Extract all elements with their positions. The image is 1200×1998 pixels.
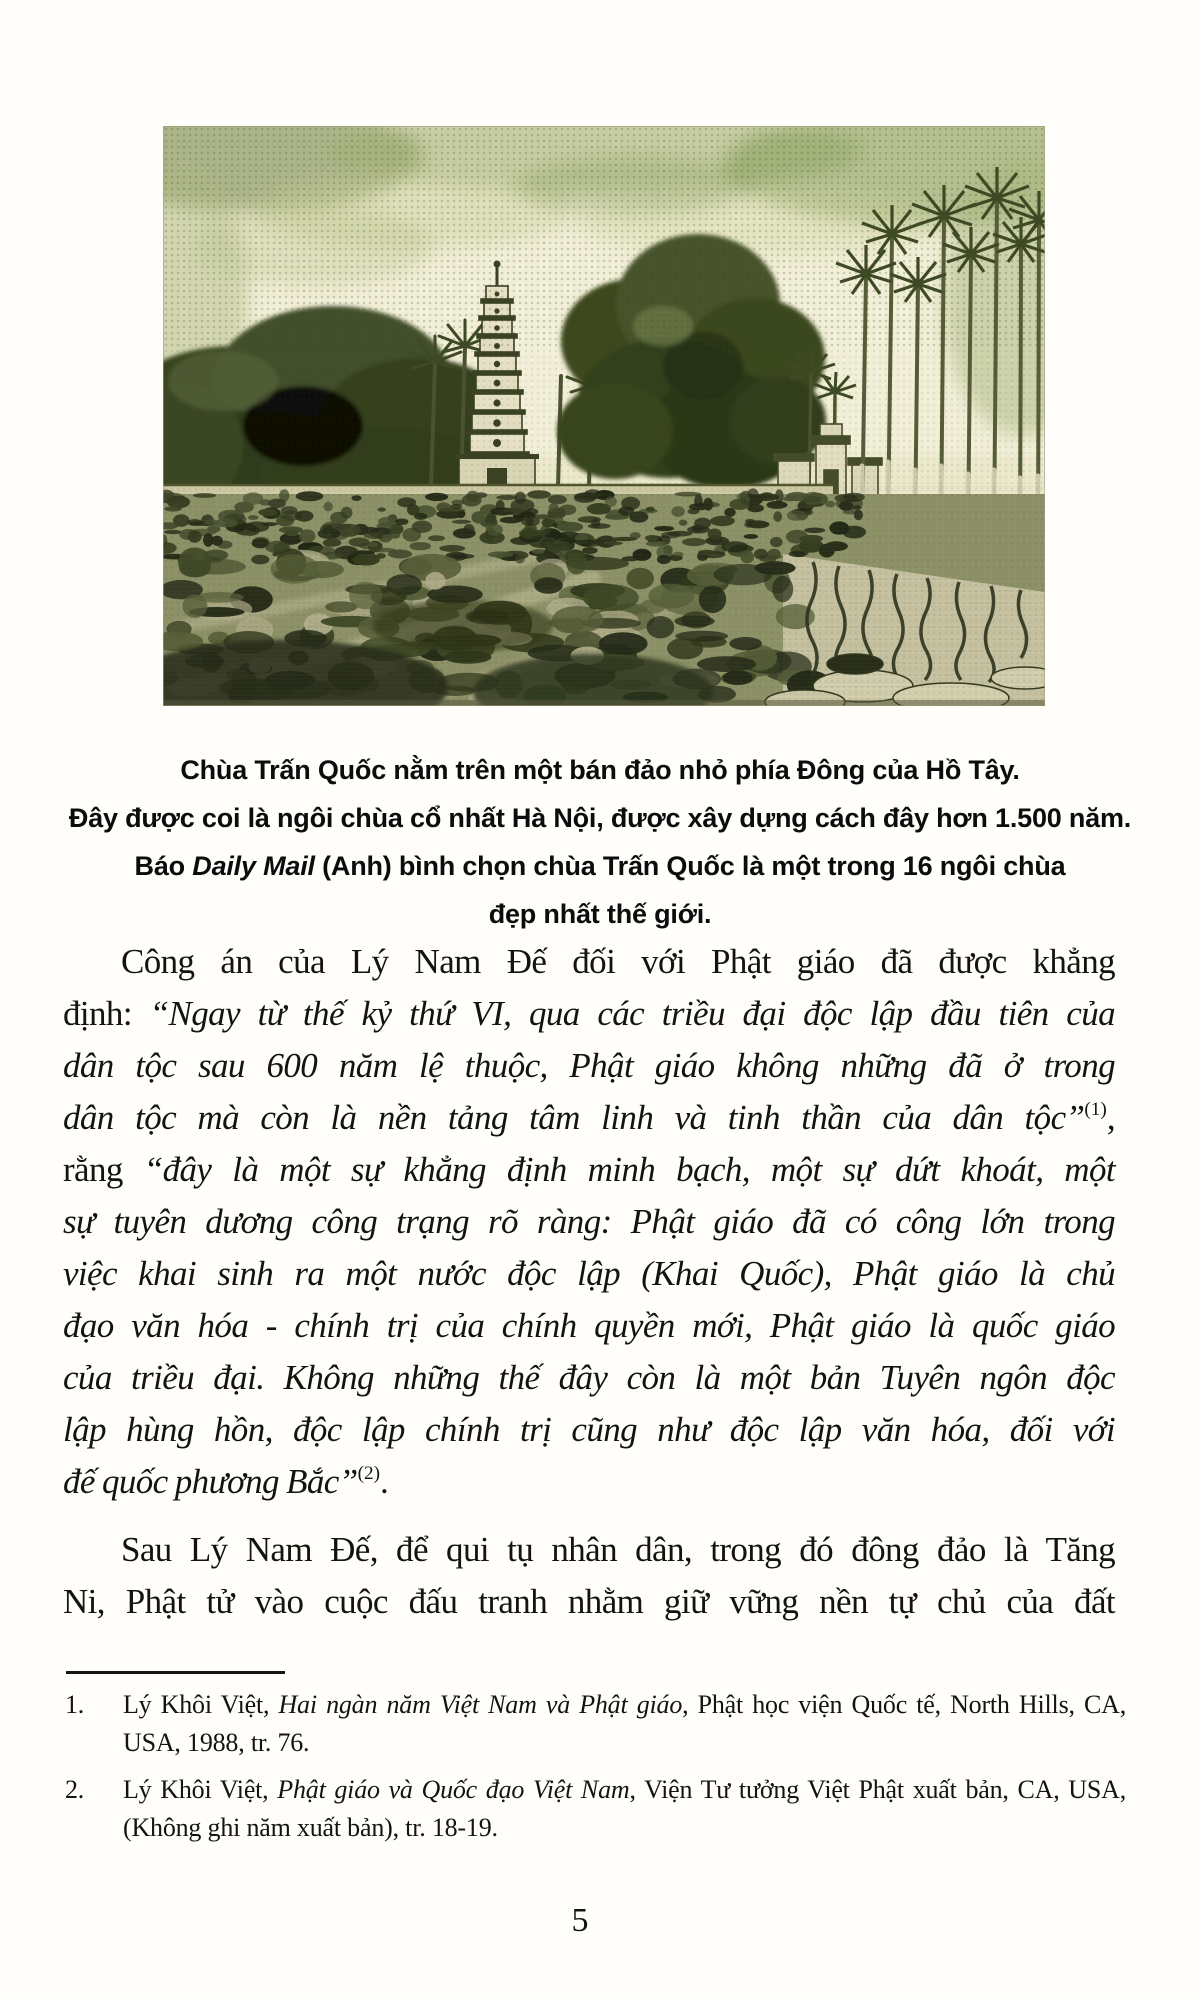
footnote-divider [66, 1671, 285, 1674]
footnote [63, 1771, 1126, 1847]
paragraph [63, 1524, 1115, 1628]
quoted-text: “đây là một sự khẳng định minh bạch, một sự dứt khoát, một [143, 1150, 1115, 1189]
page-number: 5 [571, 1902, 589, 1939]
text-run: Sau Lý Nam Đế, để qui tụ nhân dân, trong đó đông đảo là Tăng [121, 1530, 1115, 1569]
body-line [63, 1300, 1115, 1352]
text-run: rằng [63, 1150, 144, 1189]
footnote-number: 1. [65, 1690, 85, 1719]
body-line [63, 1196, 1115, 1248]
body-text [63, 936, 1115, 1628]
footnotes [63, 1686, 1126, 1856]
text-run: , Viện Tư tưởng Việt Phật xuất bản, CA, USA, (Không ghi năm xuất bản), tr. 18-19. [123, 1775, 1126, 1842]
quoted-text: sự tuyên dương công trạng rõ ràng: Phật giáo đã có công lớn trong [63, 1202, 1115, 1241]
quoted-text: lập hùng hồn, độc lập chính trị cũng như độc lập văn hóa, đối với [63, 1410, 1115, 1449]
caption-line [30, 794, 1170, 842]
text-run: Công án của Lý Nam Đế đối với Phật giáo đã được khẳng [121, 942, 1115, 981]
quoted-text: việc khai sinh ra một nước độc lập (Khai Quốc), Phật giáo là chủ [63, 1254, 1115, 1293]
caption-line [30, 746, 1170, 794]
text-run: định: [63, 994, 150, 1033]
paragraph [63, 936, 1115, 1508]
caption-line [30, 890, 1170, 938]
photo-caption [30, 746, 1170, 938]
body-line [63, 1404, 1115, 1456]
quoted-text: dân tộc sau 600 năm lệ thuộc, Phật giáo không những đã ở trong [63, 1046, 1115, 1085]
text-run: Lý Khôi Việt, [123, 1775, 278, 1804]
quoted-text: đế quốc phương Bắc” [63, 1462, 358, 1501]
footnote-marker: (2) [357, 1463, 381, 1484]
quoted-text: “Ngay từ thế kỷ thứ VI, qua các triều đại độc lập đầu tiên của [149, 994, 1115, 1033]
text-run: Chùa Trấn Quốc nằm trên một bán đảo nhỏ phía Đông của Hồ Tây. [180, 755, 1020, 785]
footnote-number: 2. [65, 1775, 85, 1804]
footnote-marker: (1) [1084, 1099, 1107, 1120]
body-line [63, 1352, 1115, 1404]
body-line [63, 1524, 1115, 1576]
tran-quoc-pagoda-photo [163, 126, 1045, 706]
text-run: Lý Khôi Việt, [123, 1690, 279, 1719]
body-line [63, 1092, 1115, 1144]
quoted-text: dân tộc mà còn là nền tảng tâm linh và tinh thần của dân tộc” [63, 1098, 1085, 1137]
text-run: (Anh) bình chọn chùa Trấn Quốc là một trong 16 ngôi chùa [314, 851, 1066, 881]
body-line [63, 936, 1115, 988]
text-run: Ni, Phật tử vào cuộc đấu tranh nhằm giữ vững nền tự chủ của đất [63, 1582, 1115, 1621]
body-line [63, 1456, 1115, 1508]
body-line [63, 988, 1115, 1040]
quoted-text: Phật giáo và Quốc đạo Việt Nam [277, 1775, 630, 1804]
quoted-text: Daily Mail [192, 851, 315, 881]
text-run: , Phật học viện Quốc tế, North Hills, CA, USA, 1988, tr. 76. [123, 1690, 1126, 1757]
text-run: . [380, 1462, 389, 1501]
body-line [63, 1248, 1115, 1300]
text-run: Báo [134, 851, 193, 881]
text-run: , [1106, 1098, 1115, 1137]
body-line [63, 1040, 1115, 1092]
quoted-text: Hai ngàn năm Việt Nam và Phật giáo [278, 1690, 683, 1719]
quoted-text: đạo văn hóa - chính trị của chính quyền mới, Phật giáo là quốc giáo [63, 1306, 1115, 1345]
body-line [63, 1144, 1115, 1196]
caption-line [30, 842, 1170, 890]
quoted-text: của triều đại. Không những thế đây còn là một bản Tuyên ngôn độc [63, 1358, 1115, 1397]
text-run: đẹp nhất thế giới. [488, 899, 712, 929]
footnote [63, 1686, 1126, 1762]
pagoda-photo-illustration [163, 126, 1045, 706]
text-run: Đây được coi là ngôi chùa cổ nhất Hà Nội, được xây dựng cách đây hơn 1.500 năm. [68, 803, 1132, 833]
body-line [63, 1576, 1115, 1628]
